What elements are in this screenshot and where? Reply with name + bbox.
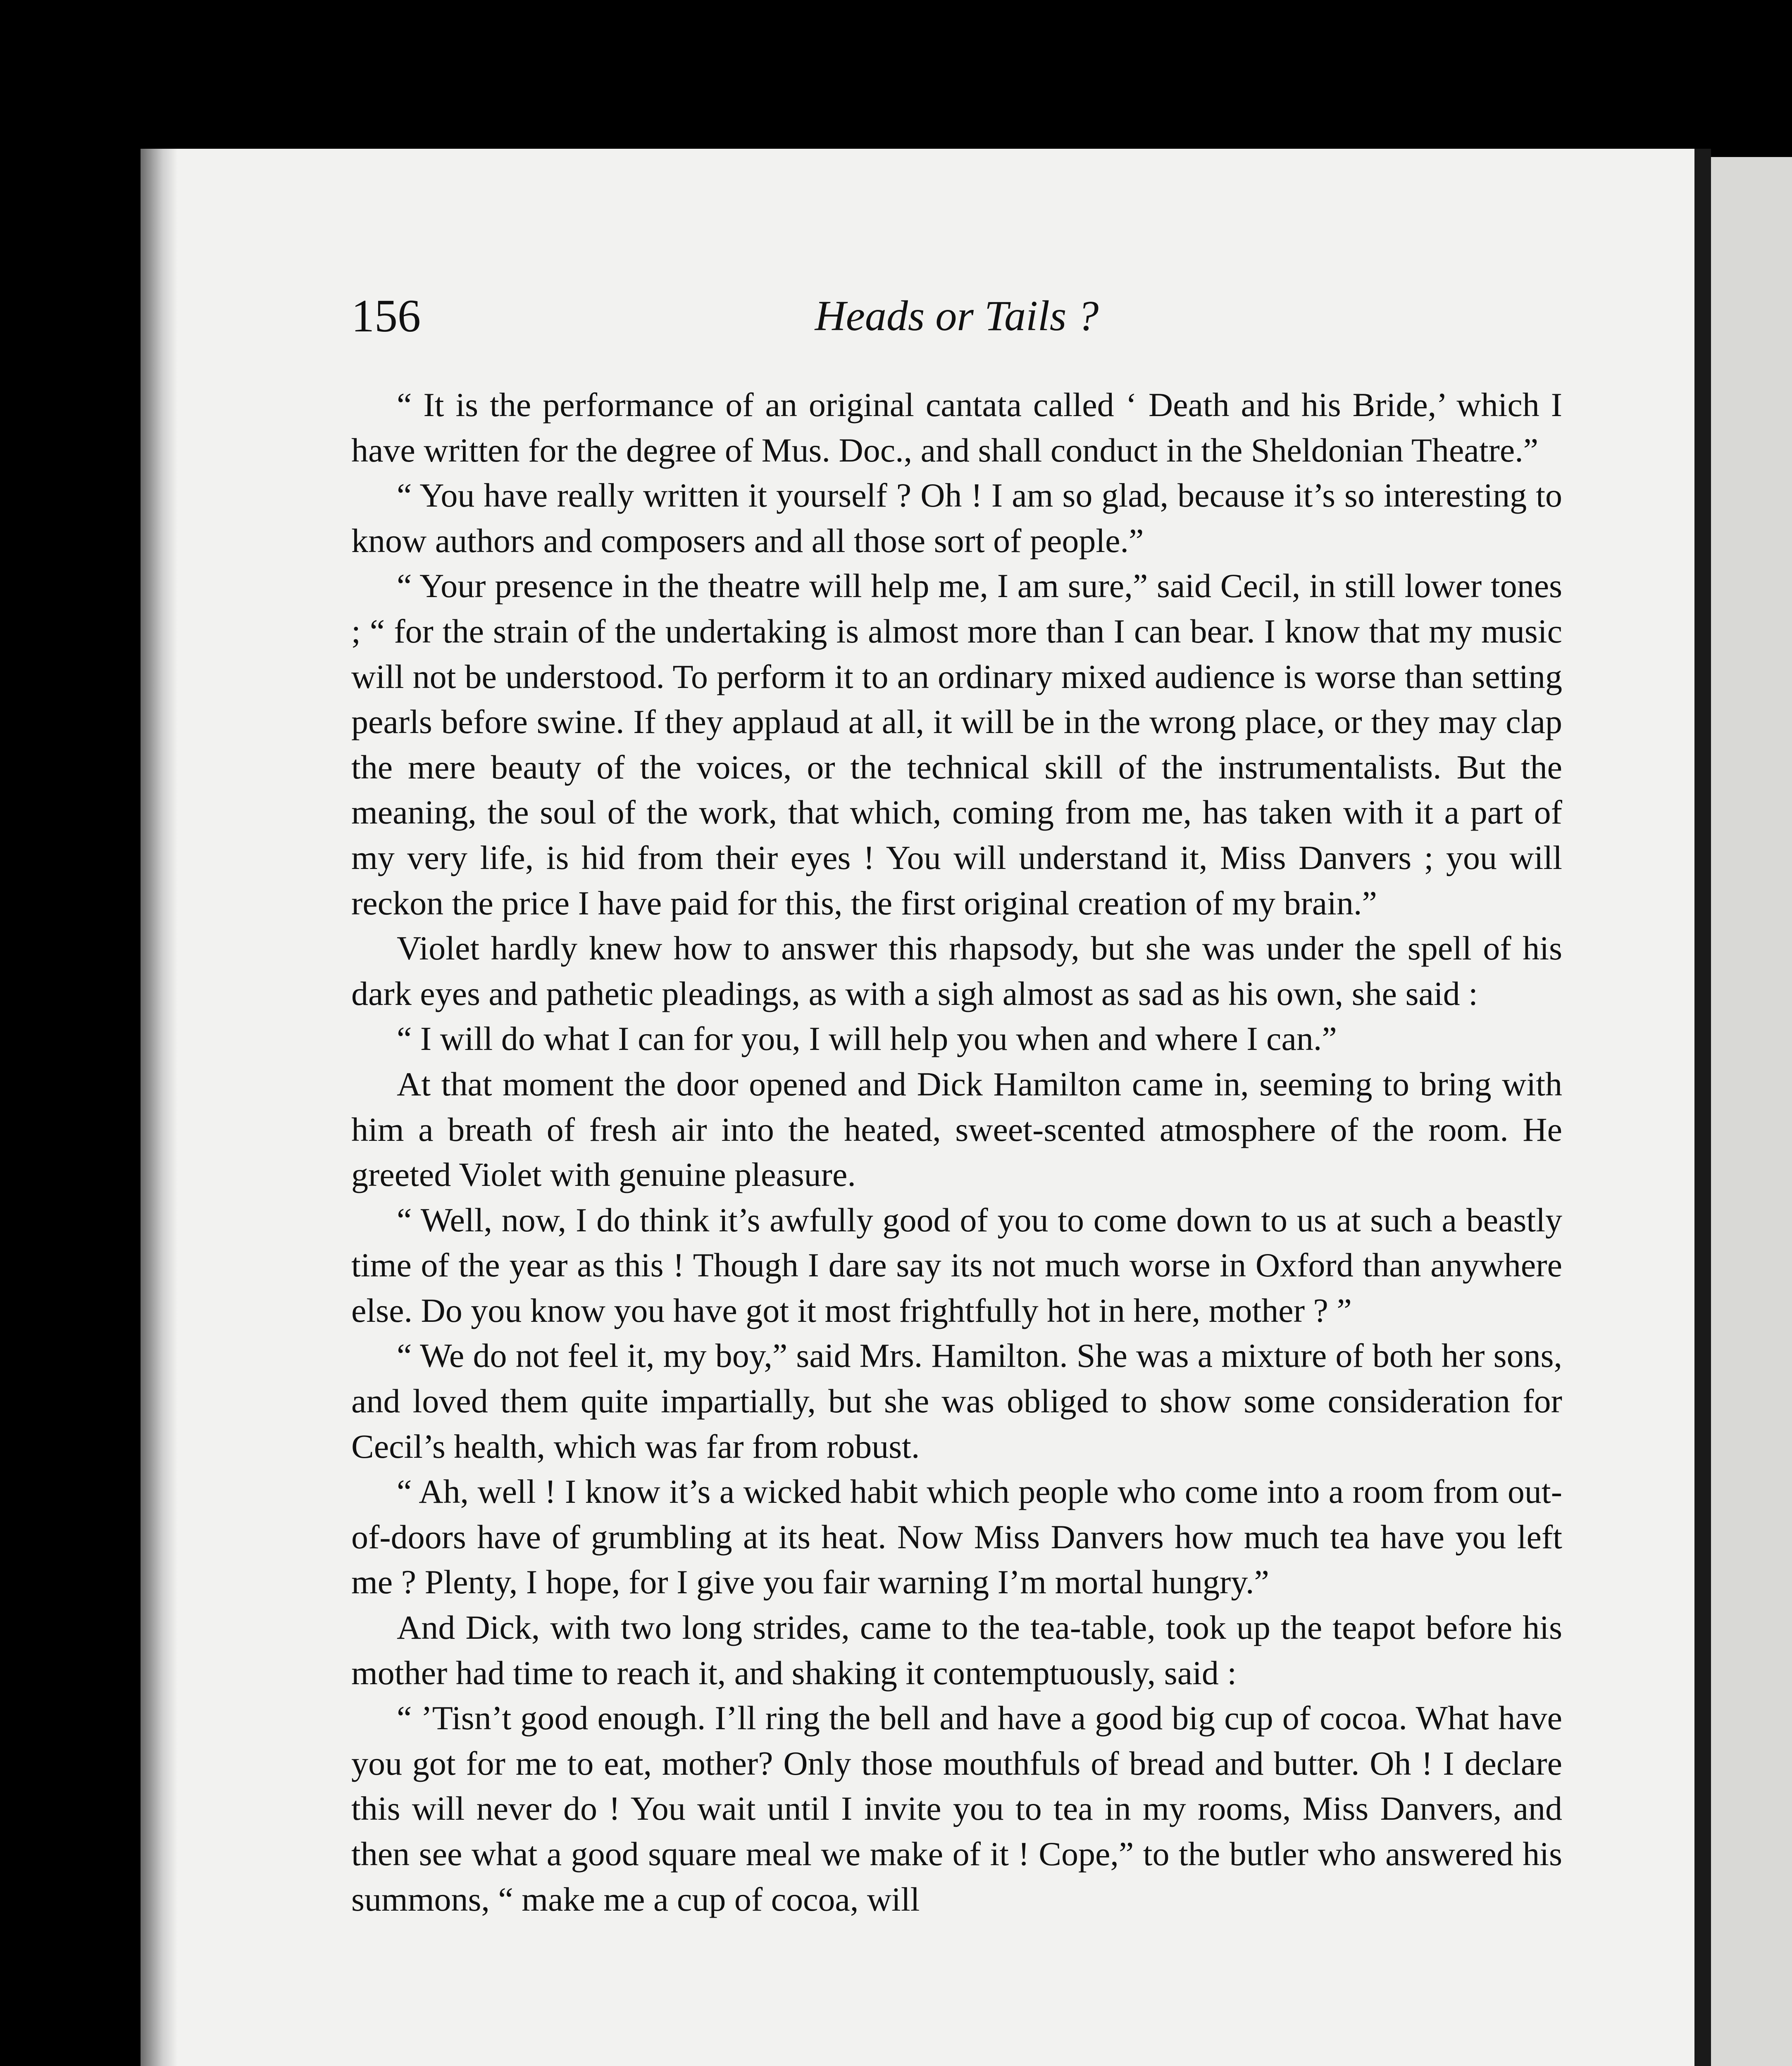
paragraph: Violet hardly knew how to answer this rhapsody, but she was under the spell of his dark eyes and pathetic pleadings, as with a sigh almost as sad as his own, she said : xyxy=(351,929,1562,1012)
body-text xyxy=(351,382,1562,1922)
paragraph: At that moment the door opened and Dick Hamilton came in, seeming to bring with him a breath of fresh air into the heated, sweet-scented atmosphere of the room. He greeted Violet with genuine pleasure. xyxy=(351,1065,1562,1194)
paragraph: “ We do not feel it, my boy,” said Mrs. Hamilton. She was a mixture of both her sons, and loved them quite impartially, but she was obliged to show some consideration for Cecil’s health, which was far from robust. xyxy=(351,1337,1562,1465)
paragraph: “ I will do what I can for you, I will help you when and where I can.” xyxy=(397,1020,1337,1058)
paragraph: “ Your presence in the theatre will help me, I am sure,” said Cecil, in still lower tones ; “ for the strain of the undertaking is almost more than I can bear. I know that my music will not be understood. To perform it to an ordinary mixed audience is worse than setting pearls before swine. If they applaud at all, it will be in the wrong place, or they may clap the mere beauty of the voices, or the technical skill of the instrumentalists. But the meaning, the soul of the work, that which, coming from me, has taken with it a part of my very life, is hid from their eyes ! You will understand it, Miss Danvers ; you will reckon the price I have paid for this, the first original creation of my brain.” xyxy=(351,567,1562,922)
page-header xyxy=(351,289,1562,343)
paragraph: “ You have really written it yourself ? Oh ! I am so glad, because it’s so interesting to know authors and composers and all those sort of people.” xyxy=(351,476,1562,559)
running-head: Heads or Tails ? xyxy=(815,292,1099,340)
facing-page-edge xyxy=(1694,149,1711,2066)
page-gutter xyxy=(141,149,178,2066)
paragraph: “ It is the performance of an original cantata called ‘ Death and his Bride,’ which I have written for the degree of Mus. Doc., and shall conduct in the Sheldonian Theatre.” xyxy=(351,386,1562,469)
paragraph: “ ’Tisn’t good enough. I’ll ring the bell and have a good big cup of cocoa. What have you got for me to eat, mother? Only those mouthfuls of bread and butter. Oh ! I declare this will never do ! You wait until I invite you to tea in my rooms, Miss Danvers, and then see what a good square meal we make of it ! Cope,” to the butler who answered his summons, “ make me a cup of cocoa, will xyxy=(351,1699,1562,1918)
paragraph: And Dick, with two long strides, came to the tea-table, took up the teapot before his mother had time to reach it, and shaking it contemptuously, said : xyxy=(351,1609,1562,1692)
page-number: 156 xyxy=(351,290,421,342)
paragraph: “ Well, now, I do think it’s awfully good of you to come down to us at such a beastly time of the year as this ! Though I dare say its not much worse in Oxford than anywhere else. Do you know you have got it most frightfully hot in here, mother ? ” xyxy=(351,1201,1562,1329)
facing-page xyxy=(1711,157,1792,2066)
paragraph: “ Ah, well ! I know it’s a wicked habit which people who come into a room from out-of-doors have of grumbling at its heat. Now Miss Danvers how much tea have you left me ? Plenty, I hope, for I give you fair warning I’m mortal hungry.” xyxy=(351,1473,1562,1601)
